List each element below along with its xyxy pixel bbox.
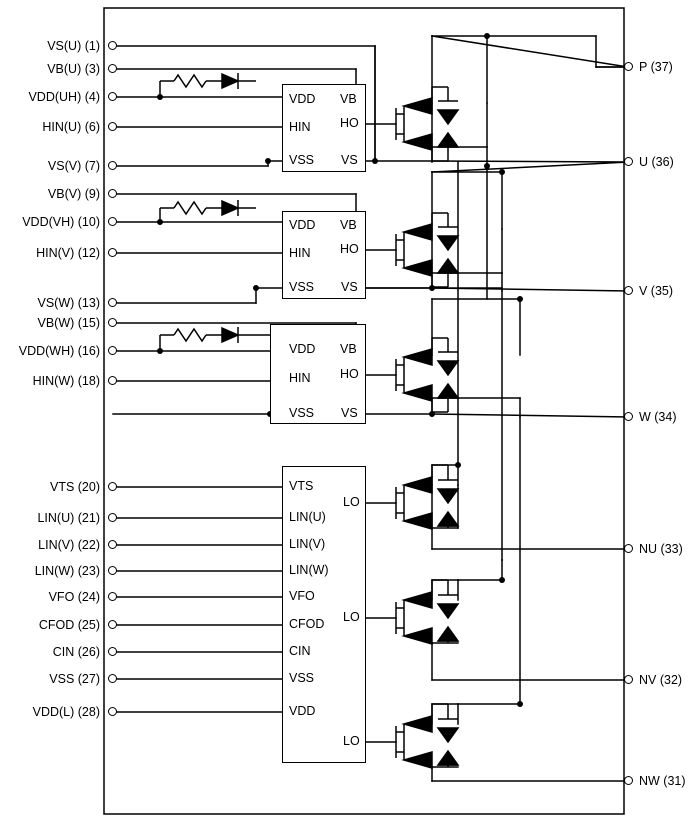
pin-label-vs-w: VS(W) (13)	[37, 296, 100, 310]
pin-label-nu: NU (33)	[639, 542, 683, 556]
pin-label-u: U (36)	[639, 155, 674, 169]
pin-label-lin-u: LIN(U) (21)	[37, 511, 100, 525]
pin-label-vdd-vh: VDD(VH) (10)	[22, 215, 100, 229]
pin-label-vb-w: VB(W) (15)	[37, 316, 100, 330]
hvic-v-pin-ho: HO	[340, 242, 359, 256]
lvic-pin-vdd: VDD	[289, 704, 316, 718]
pin-label-p: P (37)	[639, 60, 673, 74]
pin-label-vs-u: VS(U) (1)	[47, 39, 100, 53]
lvic-pin-cin: CIN	[289, 644, 311, 658]
hvic-u-pin-vss: VSS	[289, 153, 315, 167]
pin-label-cfod: CFOD (25)	[38, 618, 100, 632]
pin-terminal-cfod[interactable]	[108, 620, 117, 629]
pin-terminal-vs-u[interactable]	[108, 41, 117, 50]
hvic-v-pin-vb: VB	[340, 218, 357, 232]
pin-terminal-hin-u[interactable]	[108, 122, 117, 131]
pin-terminal-vb-v[interactable]	[108, 189, 117, 198]
hvic-w-pin-ho: HO	[340, 367, 359, 381]
lvic-pin-cfod: CFOD	[289, 617, 325, 631]
pin-terminal-nw[interactable]	[624, 776, 633, 785]
pin-label-lin-w: LIN(W) (23)	[34, 564, 100, 578]
lvic-pin-lo-w: LO	[343, 734, 360, 748]
pin-label-cin: CIN (26)	[52, 645, 100, 659]
pin-label-hin-v: HIN(V) (12)	[36, 246, 100, 260]
pin-terminal-nu[interactable]	[624, 544, 633, 553]
pin-label-vts: VTS (20)	[49, 480, 100, 494]
pin-label-nw: NW (31)	[639, 774, 686, 788]
pin-terminal-nv[interactable]	[624, 675, 633, 684]
pin-terminal-vb-w[interactable]	[108, 318, 117, 327]
lvic-pin-vts: VTS	[289, 479, 314, 493]
hvic-u-pin-vdd: VDD	[289, 92, 316, 106]
hvic-w-pin-hin: HIN	[289, 371, 311, 385]
pin-label-vdd-wh: VDD(WH) (16)	[18, 344, 100, 358]
lvic-pin-lo-v: LO	[343, 610, 360, 624]
pin-terminal-v[interactable]	[624, 286, 633, 295]
pin-terminal-w[interactable]	[624, 412, 633, 421]
pin-terminal-hin-w[interactable]	[108, 376, 117, 385]
pin-terminal-vdd-uh[interactable]	[108, 92, 117, 101]
pin-terminal-vts[interactable]	[108, 482, 117, 491]
pin-label-vb-v: VB(V) (9)	[47, 187, 100, 201]
pin-label-hin-w: HIN(W) (18)	[32, 374, 100, 388]
pin-terminal-cin[interactable]	[108, 647, 117, 656]
pin-terminal-vs-w[interactable]	[108, 298, 117, 307]
hvic-v-pin-hin: HIN	[289, 246, 311, 260]
pin-terminal-vdd-wh[interactable]	[108, 346, 117, 355]
lvic-pin-lin-u: LIN(U)	[289, 510, 326, 524]
pin-terminal-vs-v[interactable]	[108, 161, 117, 170]
pin-terminal-hin-v[interactable]	[108, 248, 117, 257]
pin-terminal-vb-u[interactable]	[108, 64, 117, 73]
hvic-u-pin-ho: HO	[340, 116, 359, 130]
pin-label-w: W (34)	[639, 410, 677, 424]
hvic-w-pin-vss: VSS	[289, 406, 315, 420]
pin-label-hin-u: HIN(U) (6)	[42, 120, 100, 134]
pin-terminal-lin-u[interactable]	[108, 513, 117, 522]
pin-terminal-vdd-l[interactable]	[108, 707, 117, 716]
hvic-v-pin-vss: VSS	[289, 280, 315, 294]
pin-label-lin-v: LIN(V) (22)	[38, 538, 100, 552]
lvic-pin-vss: VSS	[289, 671, 315, 685]
pin-label-nv: NV (32)	[639, 673, 683, 687]
pin-label-vdd-l: VDD(L) (28)	[32, 705, 100, 719]
hvic-w-pin-vs: VS	[341, 406, 358, 420]
hvic-w-pin-vb: VB	[340, 342, 357, 356]
pin-terminal-vss[interactable]	[108, 674, 117, 683]
hvic-u-pin-vb: VB	[340, 92, 357, 106]
pin-label-vfo: VFO (24)	[48, 590, 100, 604]
pin-terminal-vfo[interactable]	[108, 592, 117, 601]
pin-terminal-vdd-vh[interactable]	[108, 217, 117, 226]
hvic-u-pin-hin: HIN	[289, 120, 311, 134]
lvic-pin-lin-v: LIN(V)	[289, 537, 326, 551]
pin-terminal-lin-w[interactable]	[108, 566, 117, 575]
pin-terminal-u[interactable]	[624, 157, 633, 166]
hvic-w-pin-vdd: VDD	[289, 342, 316, 356]
pin-terminal-lin-v[interactable]	[108, 540, 117, 549]
hvic-v-pin-vs: VS	[341, 280, 358, 294]
lvic-pin-lo-u: LO	[343, 495, 360, 509]
pin-label-vss: VSS (27)	[49, 672, 100, 686]
lvic-pin-vfo: VFO	[289, 589, 315, 603]
pin-terminal-p[interactable]	[624, 62, 633, 71]
pin-label-vs-v: VS(V) (7)	[47, 159, 100, 173]
pin-label-vb-u: VB(U) (3)	[47, 62, 100, 76]
hvic-v-pin-vdd: VDD	[289, 218, 316, 232]
lvic-pin-lin-w: LIN(W)	[289, 563, 329, 577]
pin-label-v: V (35)	[639, 284, 674, 298]
pin-label-vdd-uh: VDD(UH) (4)	[28, 90, 100, 104]
hvic-u-pin-vs: VS	[341, 153, 358, 167]
